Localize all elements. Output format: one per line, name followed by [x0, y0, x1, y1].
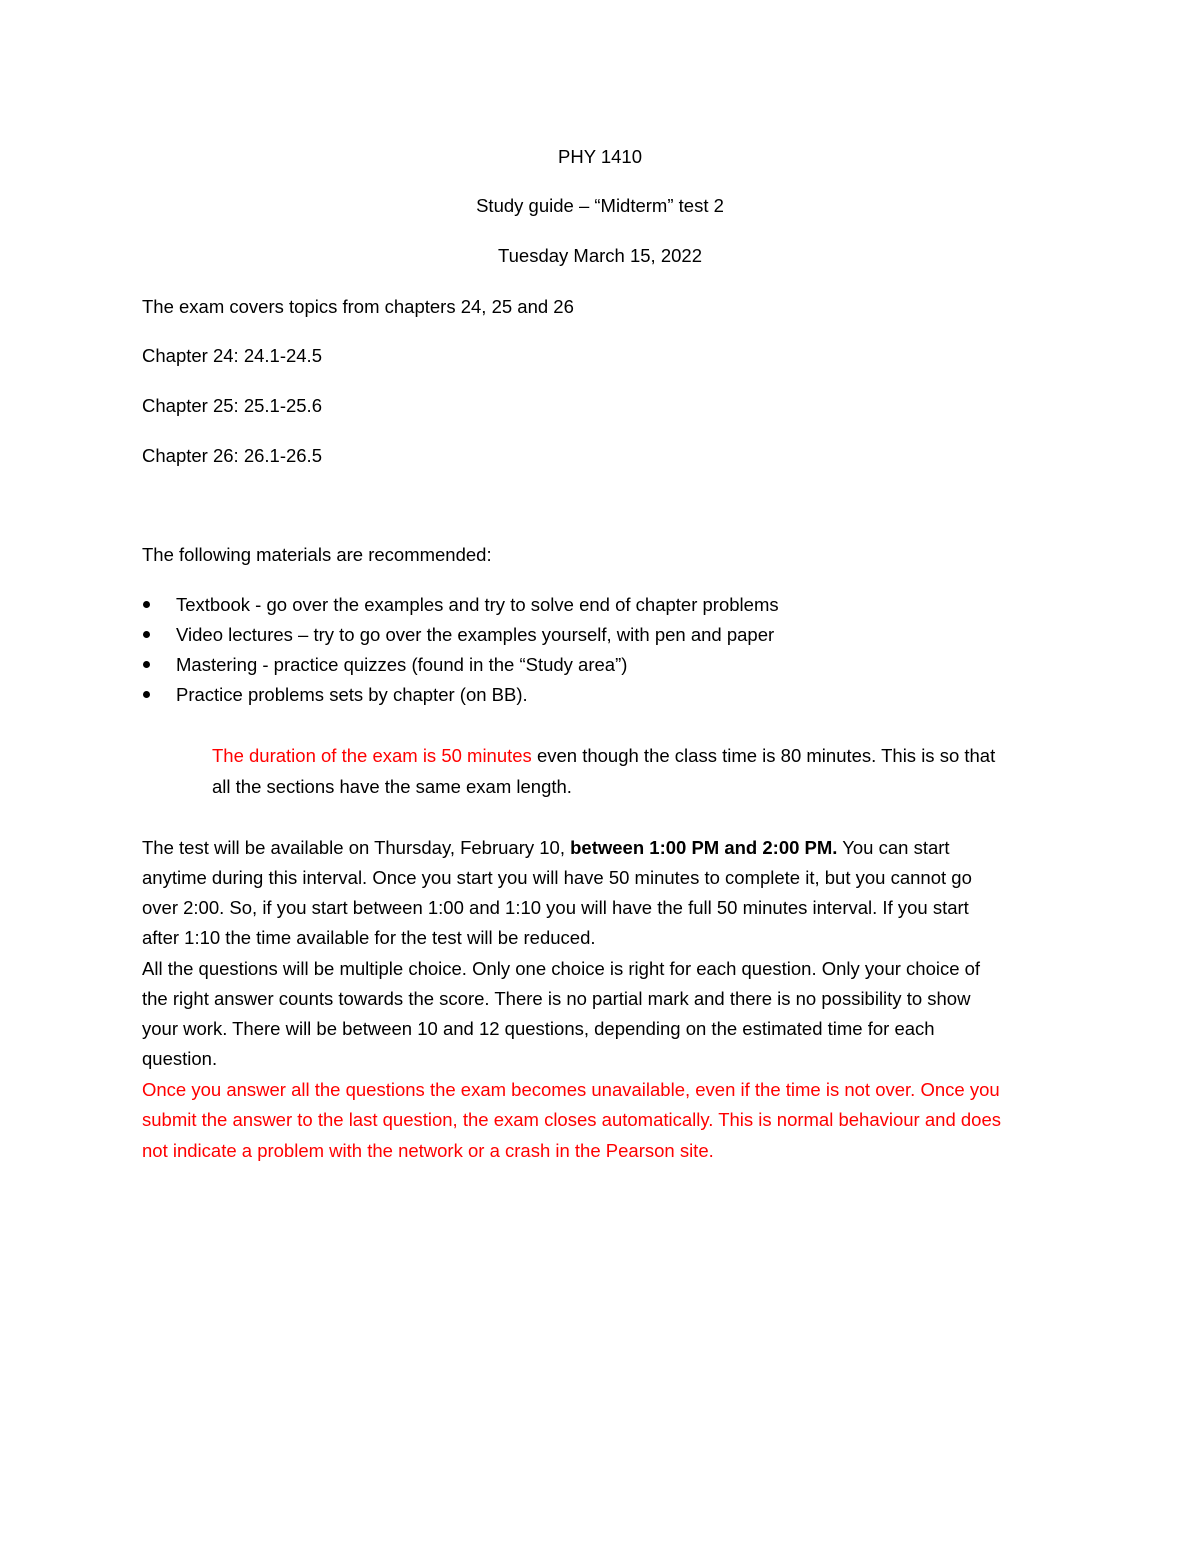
document-title: Study guide – “Midterm” test 2 [476, 195, 724, 216]
availability-line-1 [142, 837, 950, 859]
list-item: Textbook - go over the examples and try to solve end of chapter problems [176, 594, 779, 615]
availability-line-3: over 2:00. So, if you start between 1:00 and 1:10 you will have the full 50 minutes interval. If you start [142, 897, 969, 918]
availability-text-b: You can start [837, 837, 950, 858]
bullet-icon [143, 631, 150, 638]
warning-line-1: Once you answer all the questions the exam becomes unavailable, even if the time is not over. Once you [142, 1079, 1000, 1100]
duration-highlight: The duration of the exam is 50 minutes [212, 745, 532, 766]
warning-line-2: submit the answer to the last question, the exam closes automatically. This is normal behaviour and does [142, 1109, 1001, 1130]
exam-date: Tuesday March 15, 2022 [498, 245, 702, 266]
bullet-icon [143, 601, 150, 608]
course-code: PHY 1410 [558, 146, 642, 167]
duration-rest: even though the class time is 80 minutes. This is so that [531, 745, 996, 766]
format-line-1: All the questions will be multiple choice. Only one choice is right for each question. Only your choice of [142, 958, 981, 979]
coverage-intro: The exam covers topics from chapters 24, 25 and 26 [142, 296, 574, 317]
chapter-24-range: Chapter 24: 24.1-24.5 [142, 345, 322, 366]
availability-line-2: anytime during this interval. Once you start you will have 50 minutes to complete it, but you cannot go [142, 867, 972, 888]
list-item: Video lectures – try to go over the examples yourself, with pen and paper [176, 624, 775, 645]
warning-line-3: not indicate a problem with the network or a crash in the Pearson site. [142, 1140, 714, 1161]
materials-intro: The following materials are recommended: [142, 544, 492, 565]
availability-line-4: after 1:10 the time available for the test will be reduced. [142, 927, 596, 948]
list-item: Mastering - practice quizzes (found in the “Study area”) [176, 654, 628, 675]
chapter-26-range: Chapter 26: 26.1-26.5 [142, 445, 322, 466]
format-line-2: the right answer counts towards the score. There is no partial mark and there is no possibility to show [142, 988, 971, 1009]
format-line-3: your work. There will be between 10 and 12 questions, depending on the estimated time for each [142, 1018, 935, 1039]
bullet-icon [143, 691, 150, 698]
format-line-4: question. [142, 1048, 218, 1069]
duration-note-line-2: all the sections have the same exam length. [212, 776, 572, 797]
list-item: Practice problems sets by chapter (on BB). [176, 684, 528, 705]
chapter-25-range: Chapter 25: 25.1-25.6 [142, 395, 322, 416]
availability-text-a: The test will be available on Thursday, February 10, [142, 837, 571, 858]
bullet-icon [143, 661, 150, 668]
duration-note-line-1 [212, 745, 995, 767]
availability-window: between 1:00 PM and 2:00 PM. [570, 837, 838, 858]
